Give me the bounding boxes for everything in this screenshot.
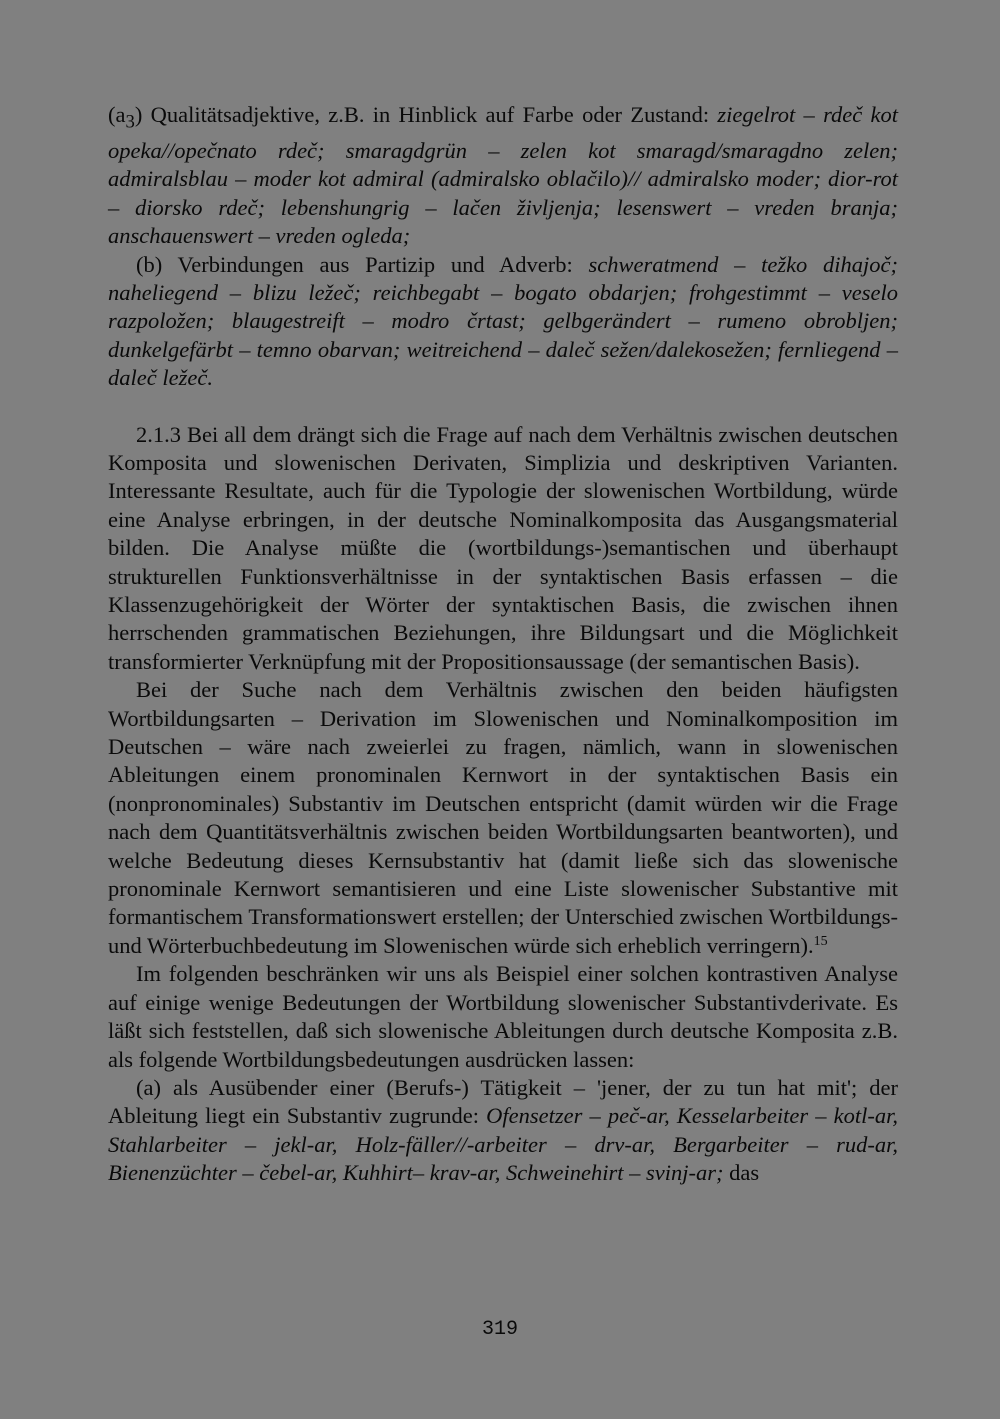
paragraph-text: (b) Verbindungen aus Partizip und Adverb: — [136, 251, 589, 277]
example-list: schweratmend – težko dihajoč; naheliegend – blizu ležeč; reichbegabt – bogato obdarjen; frohgestimmt – veselo razpoložen; blaugestreift – modro črtast; gelbgerändert – rumeno obrobljen; dunkelgefärbt – temno obarvan; weitreichend – daleč sežen/dalekosežen; fernliegend – daleč ležeč. — [108, 251, 898, 391]
example-list: ziegelrot – rdeč kot opeka//opečnato rdeč; smaragdgrün – zelen kot smaragd/smaragdno zelen; admiralsblau – moder kot admiral (admiralsko oblačilo)// admiralsko moder; dior-rot – diorsko rdeč; lebenshungrig – lačen življenja; lesenswert – vreden branja; anschauenswert – vreden ogleda; — [108, 102, 898, 249]
paragraph-text: Bei der Suche nach dem Verhältnis zwischen den beiden häufigsten Wortbildungsarten – Derivation im Slowenischen und Nominalkomposition im Deutschen – wäre nach zweierlei zu fragen, nämlich, wann in slowenischen Ableitungen einem pronominalen Kernwort in der syntaktischen Basis ein (nonpronominales) Substantiv im Deutschen entspricht (damit würden wir die Frage nach dem Quantitätsverhältnis zwischen beiden Wortbildungsarten beantworten), und welche Bedeutung dieses Kernsubstantiv hat (damit ließe sich das slowenische pronominale Kernwort semantisieren und eine Liste slowenischer Substantive mit formantischem Transformationswert erstellen; der Unterschied zwischen Wortbildungs- und Wörterbuchbedeutung im Slowenischen würde sich erheblich verringern). — [108, 677, 898, 958]
paragraph-b-verbindungen — [108, 251, 898, 393]
paragraph-tail: das — [723, 1160, 760, 1186]
enumeration-label: (a — [108, 102, 126, 127]
footnote-marker: 15 — [813, 933, 828, 949]
enumeration-subscript: 3 — [125, 111, 135, 133]
example-list: Ofensetzer – peč-ar, Kesselarbeiter – kotl-ar, Stahlarbeiter – jekl-ar, Holz-fäller//-arbeiter – drv-ar, Bergarbeiter – rud-ar, Bienenzüchter – čebel-ar, Kuhhirt– krav-ar, Schweinehirt – svinj-ar; — [108, 1103, 898, 1186]
paragraph-a3-qualitaetsadjektive — [108, 101, 898, 251]
paragraph-text: (a) als Ausübender einer (Berufs-) Tätigkeit – 'jener, der zu tun hat mit'; der Ableitung liegt ein Substantiv zugrunde: — [108, 1074, 898, 1129]
paragraph-text: ) Qualitätsadjektive, z.B. in Hinblick auf Farbe oder Zustand: — [134, 102, 718, 127]
paragraph-suche — [108, 676, 898, 960]
paragraph-im-folgenden: Im folgenden beschränken wir uns als Beispiel einer solchen kontrastiven Analyse auf einige wenige Bedeutungen der Wortbildung slowenischer Substantivderivate. Es läßt sich feststellen, daß sich slowenische Ableitungen durch deutsche Komposita z.B. als folgende Wortbildungsbedeutungen ausdrücken lassen: — [108, 961, 898, 1072]
body-text — [108, 101, 898, 1188]
page-number: 319 — [481, 1318, 518, 1341]
paragraph-2-1-3: 2.1.3 Bei all dem drängt sich die Frage auf nach dem Verhältnis zwischen deutschen Komposita und slowenischen Derivaten, Simplizia und deskriptiven Varianten. Interessante Resultate, auch für die Typologie der slowenischen Wortbildung, würde eine Analyse erbringen, in der deutsche Nominalkomposita das Ausgangsmaterial bilden. Die Analyse müßte die (wortbildungs-)semantischen und überhaupt strukturellen Funktionsverhältnisse in der syntaktischen Basis erfassen – die Klassenzugehörigkeit der Wörter der syntaktischen Basis, die zwischen ihnen herrschenden grammatischen Beziehungen, ihre Bildungsart und die Möglichkeit transformierter Verknüpfung mit der Propositionsaussage (der semantischen Basis). — [108, 421, 898, 674]
paragraph-a-ausuebender — [108, 1074, 898, 1188]
